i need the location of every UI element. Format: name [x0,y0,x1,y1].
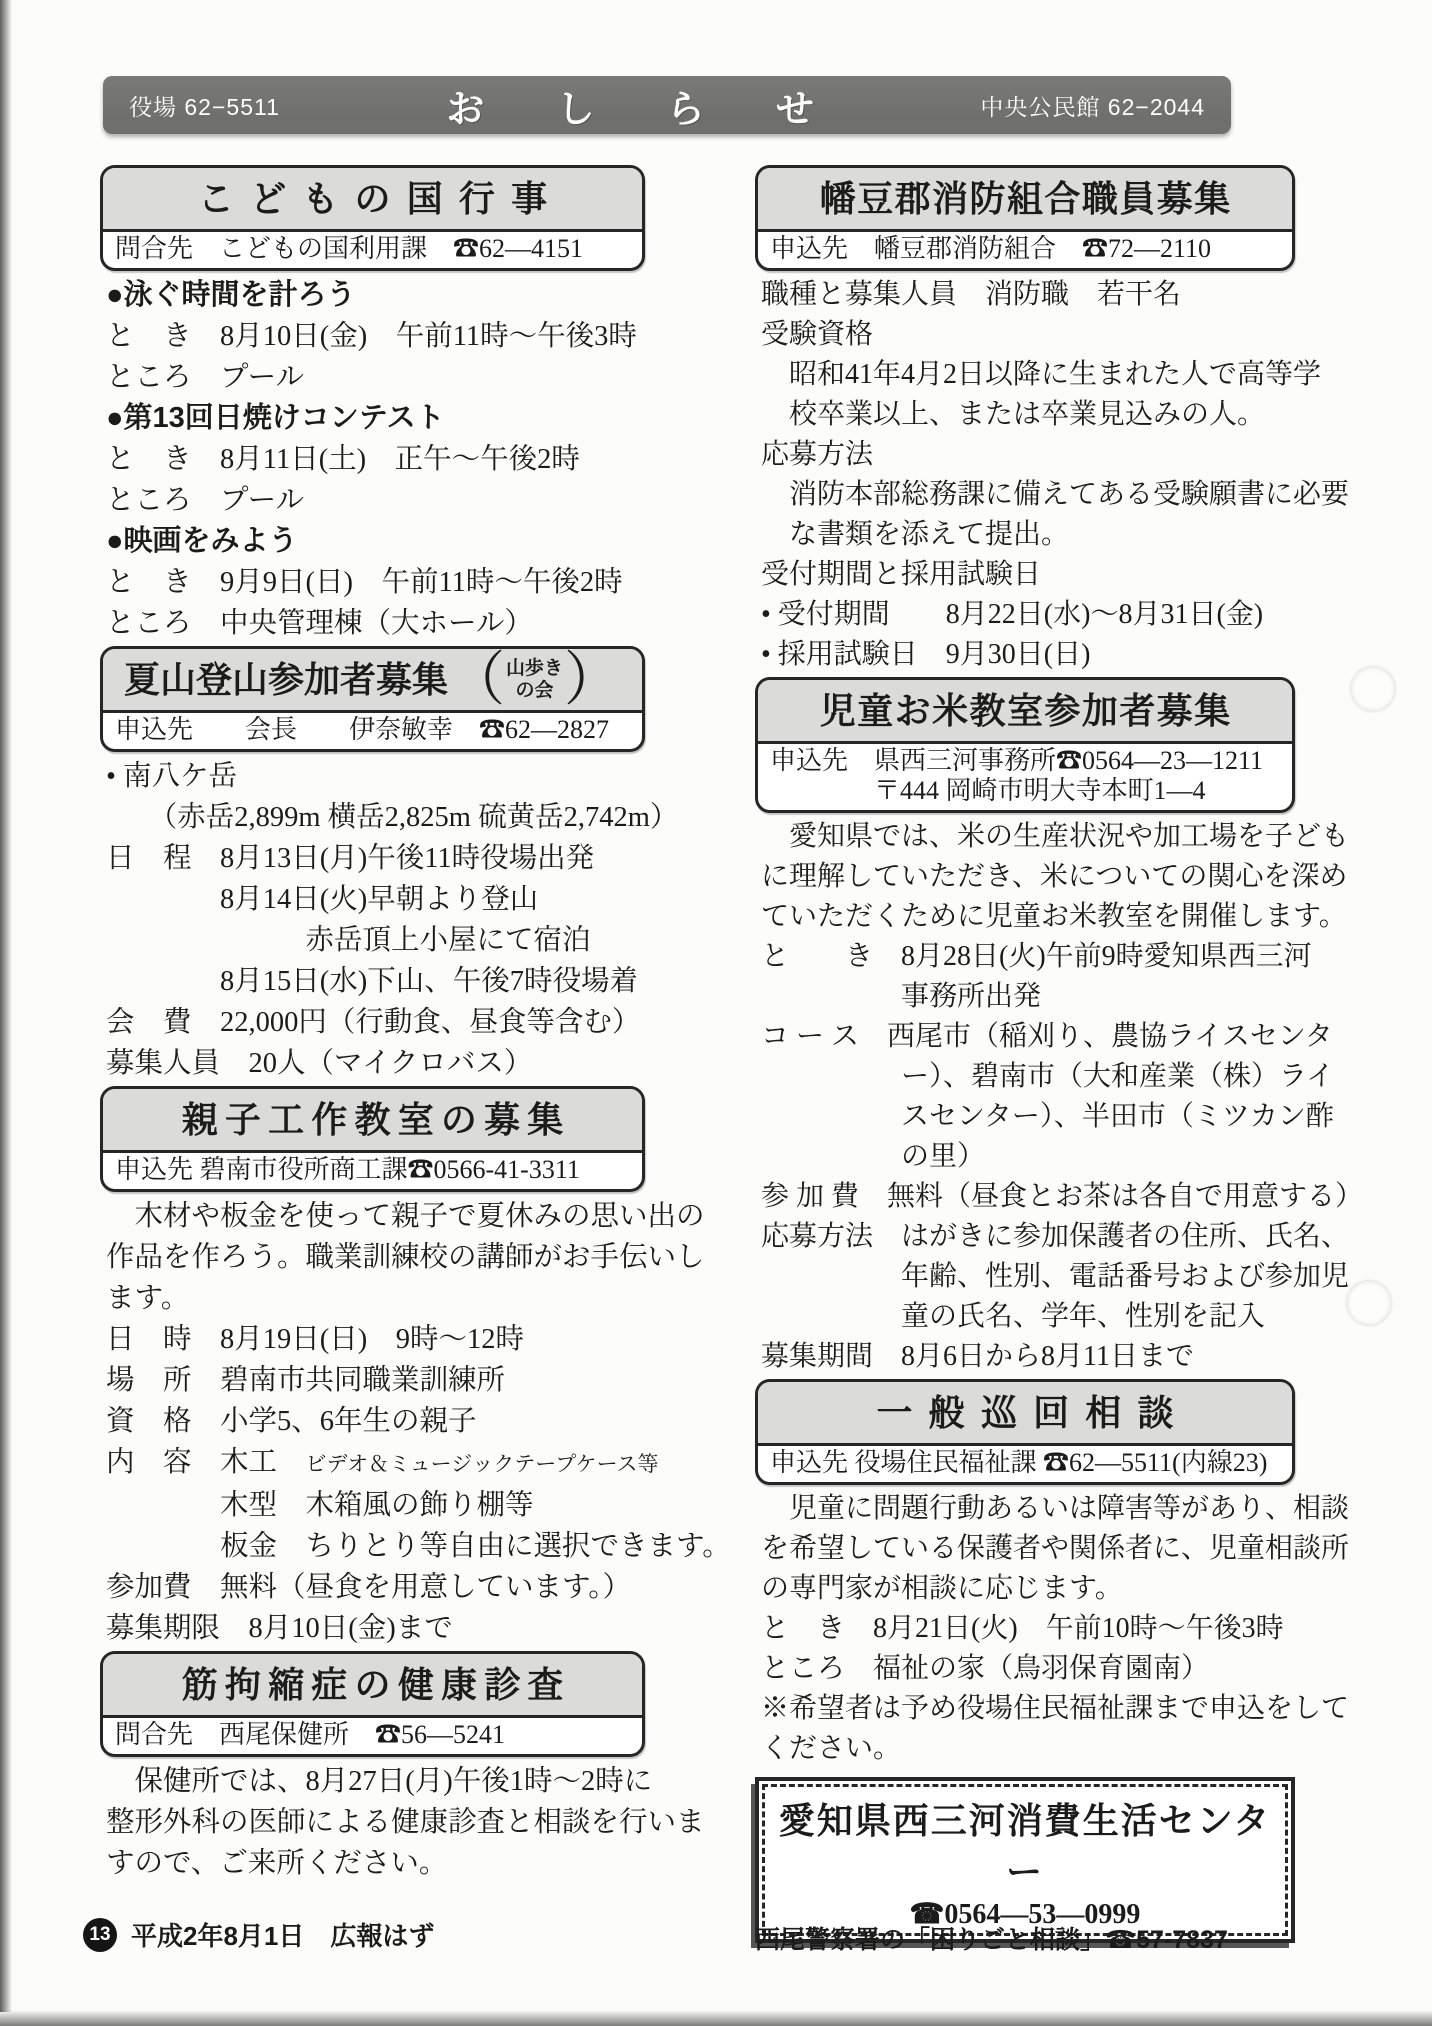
contact-line: 申込先 幡豆郡消防組合 ☎72—2110 [770,234,1212,263]
page-number-badge: 13 [83,1918,117,1952]
section-title-bar [758,168,1292,232]
body-text: ー）、碧南市（大和産業（株）ライ [761,1061,1335,1092]
body-line [761,315,1295,355]
body-line [761,1057,1335,1097]
body-text: 応募方法 [761,439,874,470]
masthead-left-phone: 役場 62−5511 [129,93,280,120]
body-line [761,1337,1295,1377]
body-line [106,1002,645,1043]
section-box [755,677,1295,813]
body-line [761,1569,1295,1609]
body-text: ●第13回日焼けコンテスト [106,402,445,434]
event-heading [106,275,645,316]
body-line [106,1567,645,1608]
section-title-bar [103,1654,642,1718]
body-text: 赤岳頂上小屋にて宿泊 [106,925,591,956]
body-text: 愛知県では、米の生産状況や加工場を子ども [761,821,1350,852]
section-title-bar [103,646,642,713]
section-body [100,1192,731,1649]
body-line [761,1729,1295,1769]
right-column [755,165,1364,1943]
section-title: 幡豆郡消防組合職員募集 [819,177,1232,219]
body-text: と き 9月9日(日) 午前11時～午後2時 [106,567,623,598]
body-text: （赤岳2,899m 横岳2,825m 硫黄岳2,742m） [106,802,679,833]
body-text: な書類を添えて提出。 [761,519,1070,550]
event-heading [106,398,645,439]
body-line [106,1843,645,1884]
title-suffix [506,658,563,702]
body-line [761,897,1347,937]
section-title-bar [103,168,642,232]
section-title: 夏山登山参加者募集 [123,658,448,700]
section-body [100,752,679,1084]
body-text: スセンター）、半田市（ミツカン酢 [761,1101,1334,1132]
body-line [106,1360,645,1401]
section-box [100,646,645,752]
issue-date-label: 平成2年8月1日 広報はず [131,1921,435,1951]
body-line [106,756,645,797]
body-line [106,1319,645,1360]
body-line [106,1237,705,1278]
section-body [755,271,1350,675]
body-line [106,357,645,398]
body-line [761,475,1350,515]
section-title-bar [758,1382,1292,1446]
body-line [761,1297,1295,1337]
paren-open: （ [449,646,505,713]
body-text: 板金 ちりとり等自由に選択できます。 [106,1531,731,1562]
section-title: 筋拘縮症の健康診査 [181,1663,571,1705]
page-title: おしらせ [446,88,887,131]
body-line [761,275,1295,315]
body-line [106,480,645,521]
body-text: 消防本部総務課に備えてある受験願書に必要 [761,479,1350,510]
body-line [106,1608,645,1649]
body-text: ところ 中央管理棟（大ホール） [106,608,533,639]
body-line [106,1401,645,1442]
body-text: 受付期間と採用試験日 [761,559,1042,590]
body-text: 木材や板金を使って親子で夏休みの思い出の [106,1201,705,1232]
section-title: 児童お米教室参加者募集 [819,689,1232,731]
body-text: 8月14日(火)早朝より登山 [106,884,539,915]
body-text: 日 程 8月13日(月)午後11時役場出発 [106,843,595,874]
body-text: ※希望者は予め役場住民福祉課まで申込をして [761,1693,1350,1724]
body-text: ください。 [761,1733,902,1764]
section-body [100,1757,705,1884]
body-line [106,1761,653,1802]
body-line [761,937,1312,977]
paren-close: ） [564,646,621,713]
section-box [755,1379,1295,1485]
body-line [106,1196,705,1237]
body-line [106,316,645,357]
section-contact [103,232,642,268]
body-text: 木型 木箱風の飾り棚等 [106,1490,534,1521]
section-box [100,1086,645,1192]
section-contact [103,1718,642,1754]
section-body [100,271,645,644]
body-text-small: ビデオ＆ミュージックテープケース等 [305,1452,659,1476]
section-box [100,165,645,271]
left-column [100,165,731,1943]
body-line [106,562,645,603]
body-line [761,595,1295,635]
body-text: に理解していただき、米についての関心を深め [761,861,1348,892]
body-line [106,603,645,644]
body-line [761,1609,1295,1649]
scan-edge-left [0,0,12,2012]
body-line [106,920,645,961]
body-text: と き 8月10日(金) 午前11時～午後3時 [106,321,637,352]
footer-issue-info [83,1916,434,1953]
body-line [761,515,1295,555]
body-line [106,1802,705,1843]
section-box [755,165,1295,271]
body-text: と き 8月28日(火)午前9時愛知県西三河 [761,941,1312,972]
body-line [761,1649,1295,1689]
body-text: • 南八ケ岳 [106,761,238,792]
body-text: 年齢、性別、電話番号および参加児 [761,1261,1350,1292]
body-line [106,1485,645,1526]
body-line [106,879,645,920]
hole-punch [1350,666,1396,712]
body-line [106,838,645,879]
section-body [755,813,1364,1377]
body-text: 事務所出発 [761,981,1042,1012]
section-title: こどもの国行事 [197,177,564,219]
body-text: ●映画をみよう [106,525,298,557]
body-text: ていただくために児童お米教室を開催します。 [761,901,1347,932]
body-line [761,395,1295,435]
section-contact [103,713,642,749]
body-text: ●泳ぐ時間を計ろう [106,279,356,311]
body-line [761,1137,1295,1177]
body-text: 募集期限 8月10日(金)まで [106,1613,453,1644]
body-text: 受験資格 [761,319,874,350]
body-text: 昭和41年4月2日以降に生まれた人で高等学 [761,359,1322,390]
body-line [761,1689,1350,1729]
body-line [761,435,1295,475]
section-body [755,1485,1350,1769]
body-line [761,1097,1334,1137]
body-text: 児童に問題行動あるいは障害等があり、相談 [761,1493,1350,1524]
body-text: 募集期間 8月6日から8月11日まで [761,1341,1194,1372]
body-line [761,555,1295,595]
body-text: 日 時 8月19日(日) 9時～12時 [106,1324,524,1355]
body-text: 校卒業以上、または卒業見込みの人。 [761,399,1266,430]
body-text: と き 8月11日(土) 正午～午後2時 [106,444,580,475]
body-text: 会 費 22,000円（行動食、昼食等含む） [106,1007,641,1038]
body-line [761,977,1295,1017]
body-line [106,961,645,1002]
body-text: ところ プール [106,485,305,516]
section-title: 一般巡回相談 [876,1391,1190,1433]
body-text: 募集人員 20人（マイクロバス） [106,1048,533,1079]
body-text: 参 加 費 無料（昼食とお茶は各自で用意する） [761,1181,1364,1212]
body-line [106,1043,645,1084]
body-text: 作品を作ろう。職業訓練校の講師がお手伝いし [106,1242,705,1273]
masthead-bar [103,76,1231,134]
body-line [761,817,1350,857]
body-text: 8月15日(水)下山、午後7時役場着 [106,966,638,997]
scan-edge-bottom [0,2010,1432,2026]
title-suffix-line: 山歩き [506,657,564,679]
body-line [106,1526,731,1567]
body-line [761,1217,1350,1257]
title-suffix-line: の会 [515,679,554,701]
body-line [106,1278,645,1319]
event-heading [106,521,645,562]
body-line [761,635,1295,675]
body-text: • 受付期間 8月22日(水)～8月31日(金) [761,599,1264,630]
body-line [106,797,679,838]
body-text: • 採用試験日 9月30日(日) [761,639,1091,670]
body-line [106,1442,659,1485]
body-text: ところ プール [106,362,305,393]
contact-line: 問合先 西尾保健所 ☎56—5241 [115,1720,506,1749]
section-contact [758,1446,1292,1482]
body-line [106,439,645,480]
masthead-right-phone: 中央公民館 62−2044 [980,93,1205,120]
body-text: 保健所では、8月27日(月)午後1時～2時に [106,1766,653,1797]
body-line [761,1177,1364,1217]
body-text: ます。 [106,1283,190,1314]
body-line [761,1257,1350,1297]
body-line [761,857,1348,897]
body-line [761,355,1322,395]
section-title-bar [758,680,1292,744]
body-text: 整形外科の医師による健康診査と相談を行いま [106,1807,705,1838]
body-text: ところ 福祉の家（鳥羽保育園南） [761,1653,1210,1684]
body-text: 資 格 小学5、6年生の親子 [106,1406,477,1437]
section-contact [103,1153,642,1189]
body-line [761,1489,1350,1529]
consumer-center-box [755,1777,1295,1943]
body-text: 応募方法 はがきに参加保護者の住所、氏名、 [761,1221,1350,1252]
body-text: を希望している保護者や関係者に、児童相談所 [761,1533,1350,1564]
body-line [761,1529,1350,1569]
body-text: 童の氏名、学年、性別を記入 [761,1301,1266,1332]
contact-line: 申込先 県西三河事務所☎0564—23—1211 [770,746,1264,775]
section-contact [758,232,1292,268]
body-text: と き 8月21日(火) 午前10時～午後3時 [761,1613,1284,1644]
body-text: の専門家が相談に応じます。 [761,1573,1123,1604]
body-text: 場 所 碧南市共同職業訓練所 [106,1365,506,1396]
section-title: 親子工作教室の募集 [181,1098,571,1140]
contact-line: 問合先 こどもの国利用課 ☎62—4151 [115,234,584,263]
section-contact [758,744,1292,810]
body-line [761,1017,1333,1057]
footer-police-consult: 西尾警察署の「困りごと相談」☎57-7837 [755,1926,1228,1954]
consumer-center-phone: ☎0564—53—0999 [909,1899,1141,1930]
body-text: 参加費 無料（昼食を用意しています。） [106,1572,631,1603]
section-box [100,1651,645,1757]
body-text: 内 容 木工 [106,1447,306,1478]
contact-line: 申込先 役場住民福祉課 ☎62—5511(内線23) [770,1448,1268,1477]
contact-line: 申込先 会長 伊奈敏幸 ☎62—2827 [115,715,610,744]
consumer-center-title: 愛知県西三河消費生活センター [778,1800,1272,1892]
content-columns [100,165,1364,1943]
section-title-bar [103,1089,642,1153]
body-text: コ ー ス 西尾市（稲刈り、農協ライスセンタ [761,1021,1333,1052]
contact-line: 申込先 碧南市役所商工課☎0566-41-3311 [115,1155,580,1184]
body-text: 職種と募集人員 消防職 若干名 [761,279,1182,310]
contact-line: 〒444 岡崎市明大寺本町1—4 [770,776,1206,805]
body-text: すので、ご来所ください。 [106,1848,448,1879]
hole-punch [1346,1280,1392,1326]
body-text: の里） [761,1141,986,1172]
